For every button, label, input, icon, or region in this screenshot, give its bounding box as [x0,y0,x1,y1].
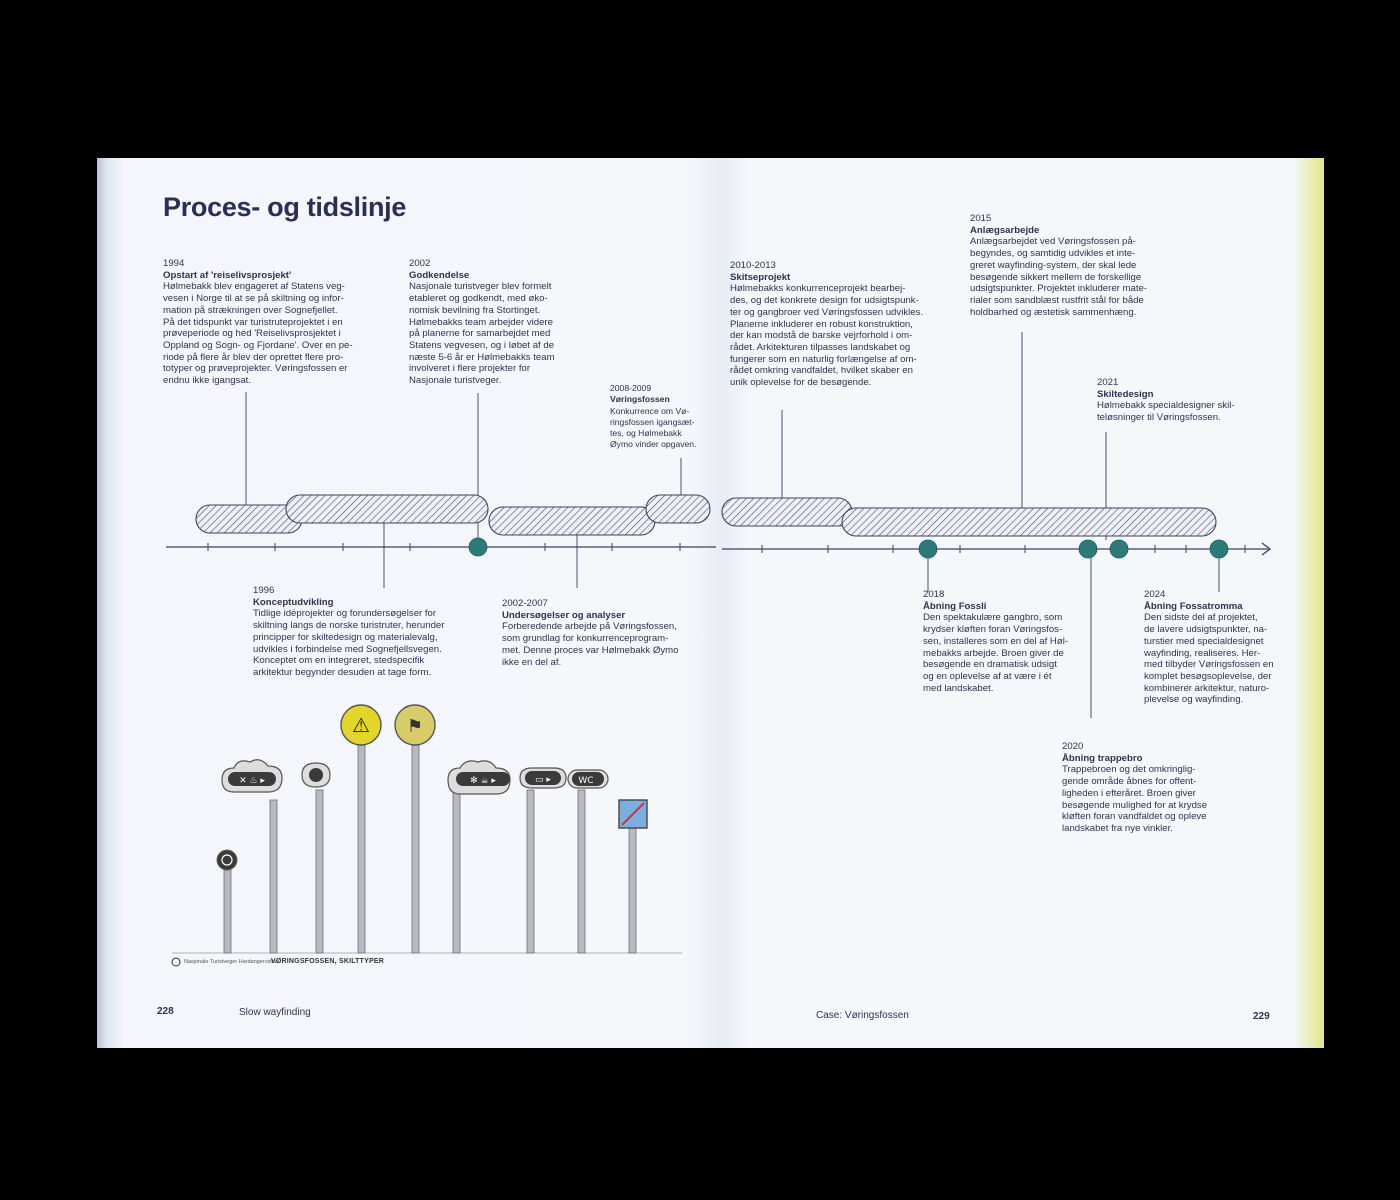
svg-text:⚑: ⚑ [406,716,424,737]
milestone-2002 [469,538,487,556]
event-1996: 1996 Konceptudvikling Tidlige idéprojekter og forundersøgelser for skiltning langs de norske turistruter, herunder principper for skiltedesign og materialevalg, udvikles i forbindelse med Sognefjellsvegen. Konceptet om en integreret, stedspecifik arkitektur begynder desuden at tage form. [253,585,445,678]
sign-caption-source: Nasjonale Turistveger Hardangervidda [184,959,278,965]
period-bar-2010 [722,498,852,526]
period-bar-2015 [842,508,1216,536]
sign-caption: VØRINGSFOSSEN, SKILTTYPER [271,958,384,965]
svg-text:⚠: ⚠ [352,713,370,737]
period-bar-2002-2007 [489,507,655,535]
milestone-2018 [919,540,937,558]
wc-sign-label: WC [578,776,594,786]
event-2002-2007: 2002-2007 Undersøgelser og analyser Forberedende arbejde på Vøringsfossen, som grundlag for konkurrenceprogram- met. Denne proces var Hølmebakk Øymo ikke en del af. [502,598,679,668]
sign-illustration [172,705,682,966]
svg-text:▭ ▸: ▭ ▸ [535,775,551,785]
nt-logo-icon [172,958,180,966]
event-2021: 2021 Skiltedesign Hølmebakk specialdesigner skil- teløsninger til Vøringsfossen. [1097,377,1235,424]
event-2008-2009: 2008-2009 Vøringsfossen Konkurrence om Vø- ringsfossen igangsæt- tes, og Hølmebakk Øymo vinder opgaven. [610,383,697,450]
event-1994: 1994 Opstart af 'reiselivsprosjekt' Hølmebakk blev engageret af Statens veg- vesen i Norge til at se på skiltning og infor- mation på strækningen over Sognefjellet. På det tidspunkt var turistruteprojektet i en prøveperiode og hed 'Reiselivsprosjektet i Oppland og Sogn- og Fjordane'. Over en pe- riode på flere år blev der oprettet flere pro- totyper og prøveprojekter. Vøringsfossen er endnu ikke igangsat. [163,258,353,387]
left-running-footer: Slow wayfinding [239,1007,311,1018]
period-bar-1996 [286,495,488,523]
right-running-footer: Case: Vøringsfossen [816,1010,909,1021]
event-2024: 2024 Åbning Fossatromma Den sidste del af projektet, de lavere udsigtspunkter, na- turstier med specialdesignet wayfinding, realiseres. Her- med tilbyder Vøringsfossen en komplet besøgsoplevelse, der kombinerer arkitektur, naturo- plevelse og wayfinding. [1144,589,1274,706]
svg-text:✕ ♨ ▸: ✕ ♨ ▸ [239,776,265,786]
svg-text:✻ ☕ ▸: ✻ ☕ ▸ [470,776,496,786]
milestone-2024 [1210,540,1228,558]
left-page-number: 228 [157,1006,174,1017]
event-2015: 2015 Anlægsarbejde Anlægsarbejdet ved Vøringsfossen på- begyndes, og samtidig udvikles et inte- greret wayfinding-system, der skal lede besøgende sikkert mellem de forskellige udsigtspunkter. Projektet inkluderer mate- rialer som sandblæst rustfrit stål for både holdbarhed og æstetisk sammenhæng. [970,213,1148,318]
event-2010-2013: 2010-2013 Skitseprojekt Hølmebakks konkurrenceprojekt bearbej- des, og det konkrete design for udsigtspunk- ter og gangbroer ved Vøringsfossen udvikles. Planerne inkluderer en robust konstruktion, der kan modstå de barske vejrforhold i om- rådet. Arkitekturen tilpasses landskabet og fungerer som en naturlig forlængelse af om- rådet omkring vandfaldet, hvilket skaber en unik oplevelse for de besøgende. [730,260,924,389]
right-page-number: 229 [1253,1011,1270,1022]
milestone-2021 [1110,540,1128,558]
event-2002: 2002 Godkendelse Nasjonale turistveger blev formelt etableret og godkendt, med øko- nomisk bevilning fra Stortinget. Hølmebakks team arbejder videre på planerne for samarbejdet med Statens vegvesen, og i løbet af de næste 5-6 år er Hølmebakks team involveret i flere projekter for Nasjonale turistveger. [409,258,555,387]
event-2020: 2020 Åbning trappebro Trappebroen og det omkringlig- gende område åbnes for offent- ligheden i efteråret. Broen giver besøgende mulighed for at krydse kløften foran vandfaldet og opleve landskabet fra nye vinkler. [1062,741,1208,834]
milestone-2020 [1079,540,1097,558]
period-bar-2008 [646,495,710,523]
event-2018: 2018 Åbning Fossli Den spektakulære gangbro, som krydser kløften foran Vøringsfos- sen, installeres som en del af Høl- mebakks arbejde. Broen giver de besøgende en dramatisk udsigt og en oplevelse af at være i ét med landskabet. [923,589,1069,694]
page-title: Proces- og tidslinje [163,192,407,222]
round-sign-icon [217,850,237,870]
